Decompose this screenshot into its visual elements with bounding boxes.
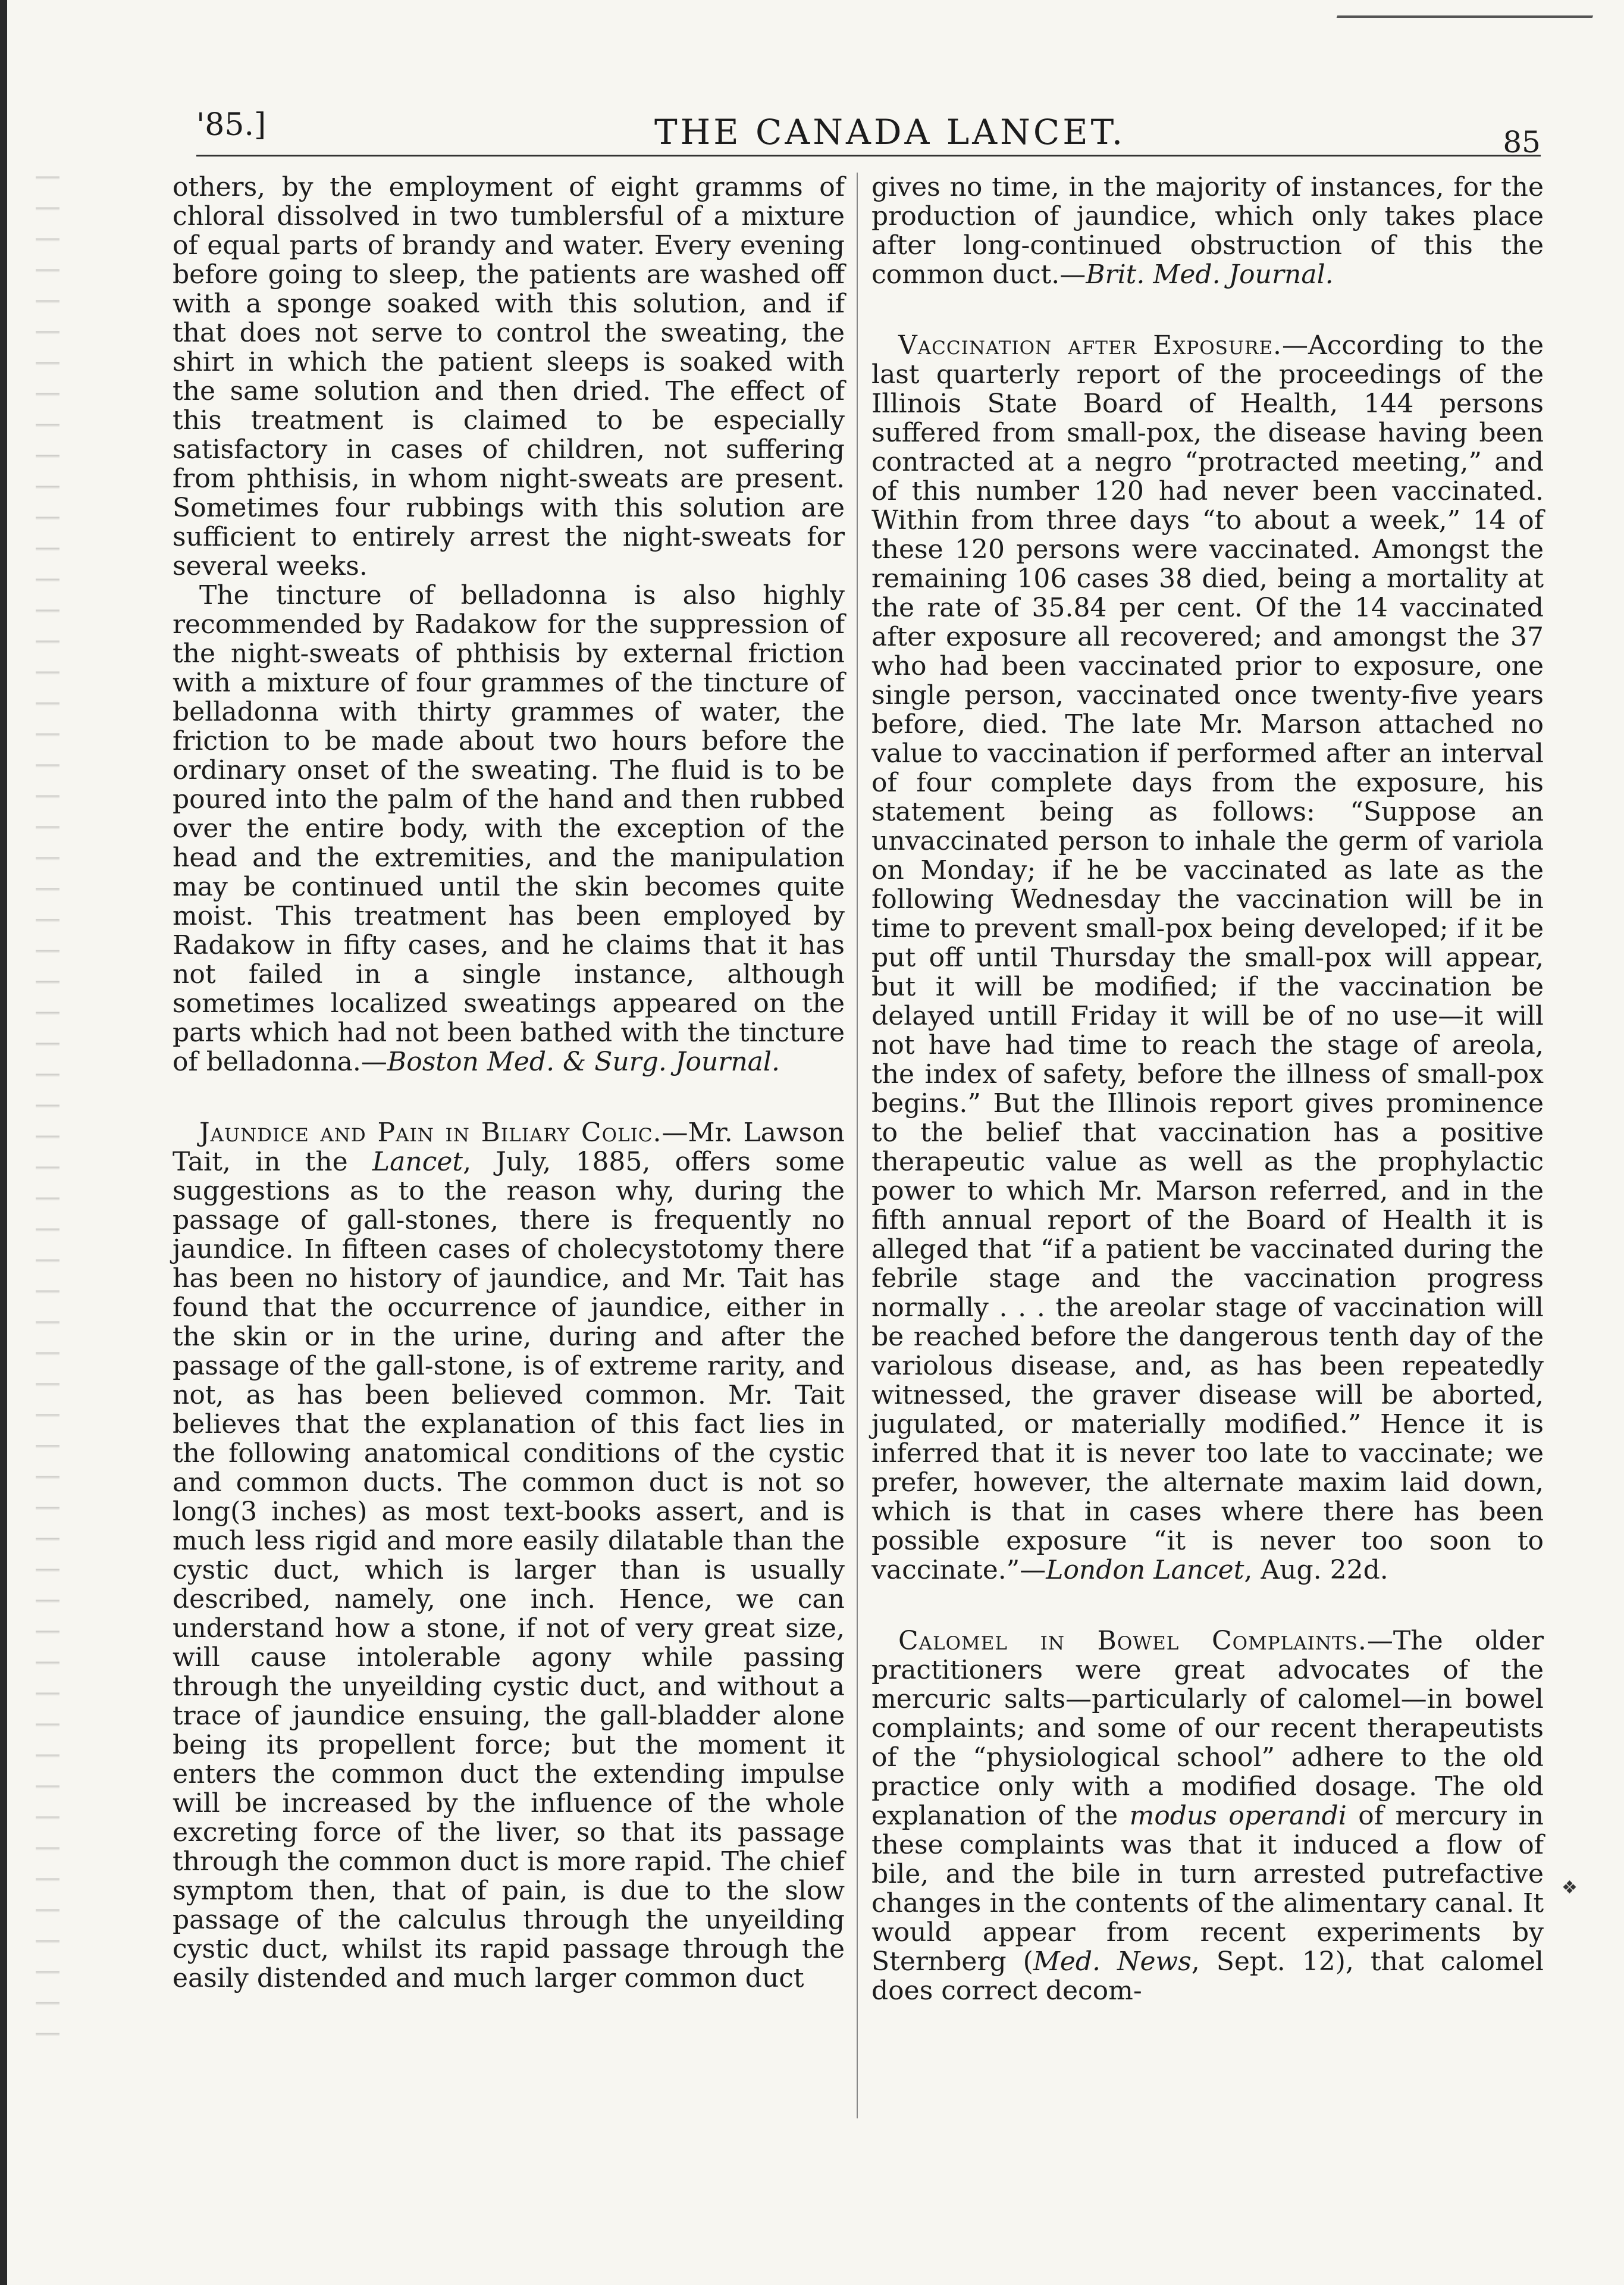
calomel-body-1: —The older practitioners were great advocates of the mercuric salts—particularly of calomel—in bowel complaints; and some of our recent therapeutists of the “physiological school” adhere to the old practice only with a modified dosage. The old explanation of the — [871, 1626, 1544, 1831]
header-year: '85.] — [196, 107, 267, 143]
belladonna-paragraph — [173, 581, 845, 1076]
jaundice-body: , July, 1885, offers some suggestions as to the reason why, during the passage of gall-stones, there is frequently no jaundice. In fifteen cases of cholecystotomy there has been no history of jaundice, and Mr. Tait has found that the occurrence of jaundice, either in the skin or in the urine, during and after the passage of the gall-stone, is of extreme rarity, and not, as has been believed common. Mr. Tait believes that the explanation of this fact lies in the following anatomical conditions of the cystic and common ducts. The common duct is not so long(3 inches) as most text-books assert, and is much less rigid and more easily dilatable than the cystic duct, which is larger than is usually described, namely, one inch. Hence, we can understand how a stone, if not of very great size, will cause intolerable agony while passing through the unyeilding cystic duct, and without a trace of jaundice ensuing, the gall-bladder alone being its propellent force; but the moment it enters the common duct the extending impulse will be increased by the influence of the whole excreting force of the liver, so that its passage through the common duct is more rapid. The chief symptom then, that of pain, is due to the slow passage of the calculus through the unyeilding cystic duct, whilst its rapid passage through the easily distended and much larger common duct — [173, 1147, 845, 1993]
scan-top-mark — [1337, 7, 1597, 18]
scan-margin-noise — [36, 149, 59, 2053]
jaundice-source: Brit. Med. Journal. — [1086, 259, 1334, 290]
jaundice-heading: Jaundice and Pain in Biliary Colic. — [199, 1118, 662, 1148]
right-column — [871, 173, 1544, 2005]
belladonna-text: The tincture of belladonna is also highly recommended by Radakow for the suppression of the night-sweats of phthisis by external friction with a mixture of four grammes of the tincture of belladonna with thirty grammes of water, the friction to be made about two hours before the ordinary onset of the sweating. The fluid is to be poured into the palm of the hand and then rubbed over the entire body, with the exception of the head and the extremities, and the manipulation may be continued until the skin becomes quite moist. This treatment has been employed by Radakow in fifty cases, and he claims that it has not failed in a single instance, although sometimes localized sweatings appeared on the parts which had not been bathed with the tincture of belladonna.— — [173, 580, 845, 1077]
left-column — [173, 173, 845, 1993]
vaccination-body: —According to the last quarterly report of the proceedings of the Illinois State Board of Health, 144 persons suffered from small-pox, the disease having been contracted at a negro “protracted meeting,” and of this number 120 had never been vaccinated. Within from three days “to about a week,” 14 of these 120 persons were vaccinated. Amongst the remaining 106 cases 38 died, being a mortality at the rate of 35.84 per cent. Of the 14 vaccinated after exposure all recovered; and amongst the 37 who had been vaccinated prior to exposure, one single person, vaccinated once twenty-five years before, died. The late Mr. Marson attached no value to vaccination if performed after an interval of four complete days from the exposure, his statement being as follows: “Suppose an unvaccinated person to inhale the germ of variola on Monday; if he be vaccinated as late as the following Wednesday the vaccination will be in time to prevent small-pox being developed; if it be put off until Thursday the small-pox will appear, but it will be modified; if the vaccination be delayed untill Friday it will be of no use—it will not have had time to reach the stage of areola, the index of safety, before the illness of small-pox begins.” But the Illinois report gives prominence to the belief that vaccination has a positive therapeutic value as well as the prophylactic power to which Mr. Marson referred, and in the fifth annual report of the Board of Health it is alleged that “if a patient be vaccinated during the febrile stage and the vaccination progress normally . . . the areolar stage of vaccination will be reached before the dangerous tenth day of the variolous disease, and, as has been repeatedly witnessed, the graver disease will be aborted, jugulated, or materially modified.” Hence it is inferred that it is never too late to vaccinate; we prefer, however, the alternate maxim laid down, which is that in cases where there has been possible exposure “it is never too soon to vaccinate.”— — [871, 330, 1544, 1585]
jaundice-intro: —Mr. Lawson Tait, in the — [173, 1118, 845, 1177]
night-sweats-paragraph-continued: others, by the employment of eight gramms of chloral dissolved in two tumblersful of a mixture of equal parts of brandy and water. Every evening before going to sleep, the patients are washed off with a sponge soaked with this solution, and if that does not serve to control the sweating, the shirt in which the patient sleeps is soaked with the same solution and then dried. The effect of this treatment is claimed to be especially satisfactory in cases of children, not suffering from phthisis, in whom night-sweats are present. Sometimes four rubbings with this solution are sufficient to entirely arrest the night-sweats for several weeks. — [173, 172, 845, 581]
calomel-article — [871, 1626, 1544, 2005]
vaccination-source: London Lancet — [1046, 1555, 1244, 1585]
vaccination-article — [871, 331, 1544, 1585]
jaundice-lancet: Lancet — [372, 1147, 463, 1177]
vaccination-heading: Vaccination after Exposure. — [898, 330, 1282, 361]
scan-edge — [0, 0, 7, 2285]
calomel-body-2: of mercury in these complaints was that it induced a flow of bile, and the bile in turn arrested putrefactive changes in the contents of the alimentary canal. It would appear from recent experiments by Sternberg ( — [871, 1801, 1544, 1977]
jaundice-continued-text: gives no time, in the majority of instances, for the production of jaundice, which only takes place after long-continued obstruction of this the common duct.— — [871, 172, 1544, 290]
jaundice-paragraph-continued — [871, 173, 1544, 289]
calomel-source: Med. News — [1033, 1946, 1192, 1977]
column-divider — [857, 173, 858, 2118]
header-rule — [196, 155, 1541, 156]
jaundice-article — [173, 1118, 845, 1993]
page-header — [196, 107, 1541, 161]
belladonna-source: Boston Med. & Surg. Journal. — [387, 1047, 780, 1077]
calomel-modus-operandi: modus operandi — [1129, 1801, 1347, 1831]
stray-ink-mark: ❖ — [1562, 1877, 1578, 1898]
journal-title: THE CANADA LANCET. — [654, 112, 1126, 152]
calomel-heading: Calomel in Bowel Complaints. — [898, 1626, 1367, 1656]
vaccination-date: , Aug. 22d. — [1244, 1555, 1388, 1585]
calomel-body-3: , Sept. 12), that calomel does correct decom- — [871, 1946, 1544, 2006]
page-number: 85 — [1503, 125, 1541, 159]
